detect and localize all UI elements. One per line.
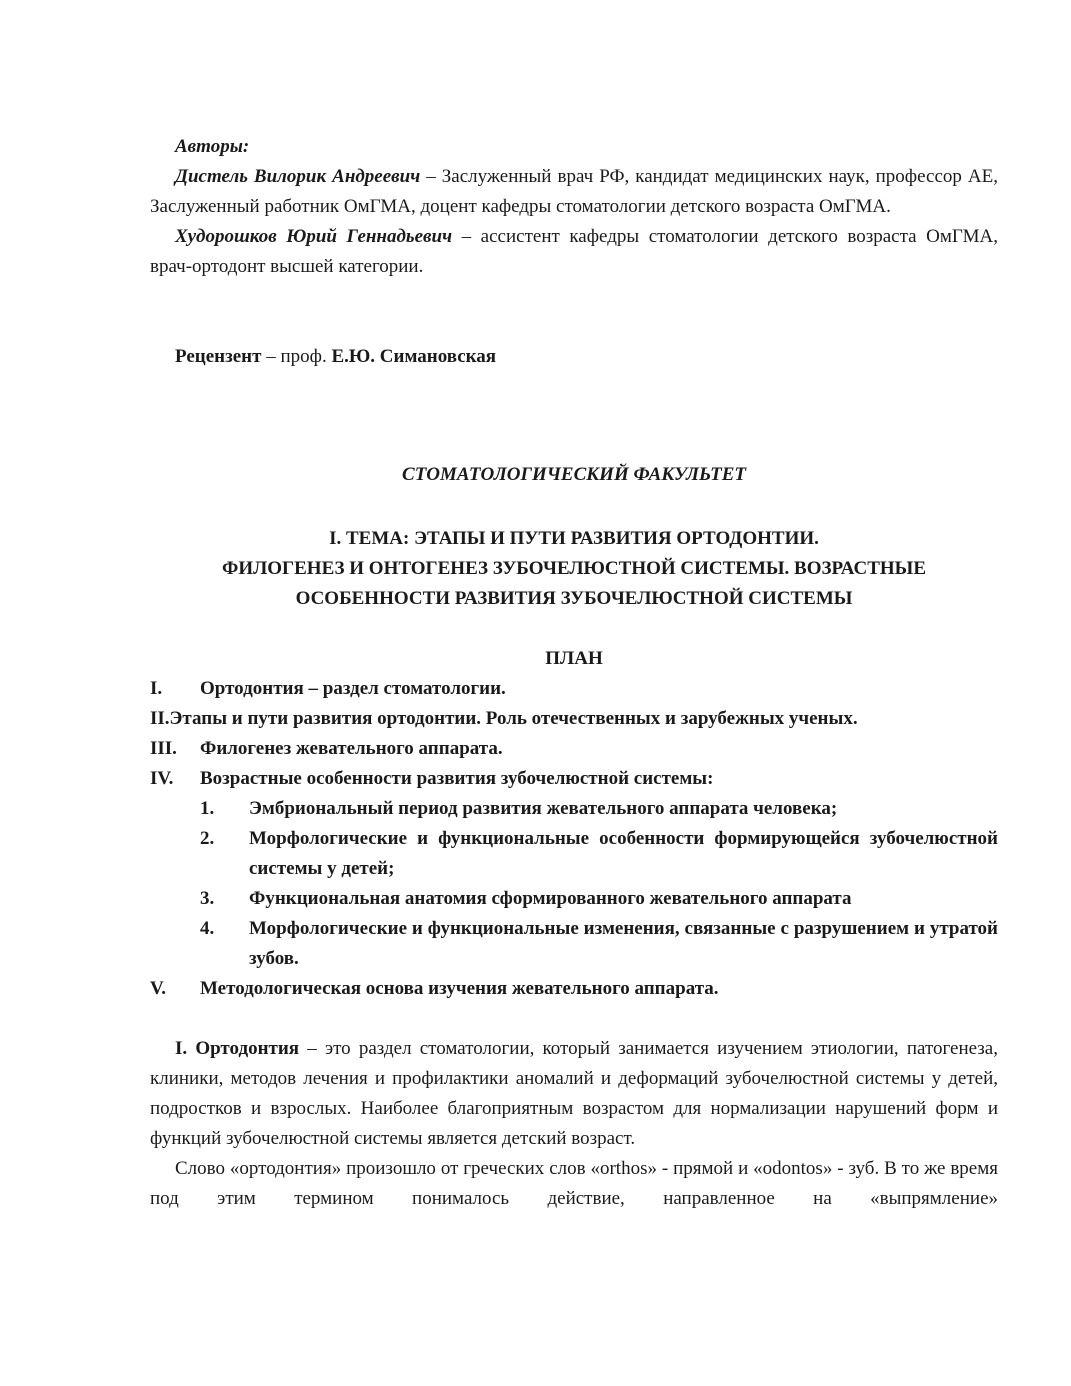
plan-item-4 bbox=[150, 764, 998, 794]
plan-subitem-text: Функциональная анатомия сформированного жевательного аппарата bbox=[249, 888, 852, 909]
reviewer-label: Рецензент bbox=[175, 346, 262, 367]
plan-item-text: Филогенез жевательного аппарата. bbox=[200, 738, 503, 759]
plan-item-5 bbox=[150, 974, 998, 1004]
reviewer-name: Е.Ю. Симановская bbox=[331, 346, 497, 367]
author1-description: – Заслуженный врач РФ, кандидат медицинских наук, профессор АЕ, Заслуженный работник ОмГМА, доцент кафедры стоматологии детского возраста ОмГМА. bbox=[150, 166, 998, 217]
author2-paragraph bbox=[150, 222, 998, 282]
body-paragraph-1-text: – это раздел стоматологии, который занимается изучением этиологии, патогенеза, клиники, методов лечения и профилактики аномалий и деформаций зубочелюстной системы у детей, подростков и взрослых. Наиболее благоприятным возрастом для нормализации нарушений форм и функций зубочелюстной системы является детский возраст. bbox=[150, 1038, 998, 1149]
author1-paragraph bbox=[150, 162, 998, 222]
plan-item-number: IV. bbox=[150, 768, 174, 789]
plan-subitem-4 bbox=[150, 914, 998, 974]
plan-subitem-text: Морфологические и функциональные особенности формирующейся зубочелюстной системы у детей; bbox=[249, 828, 998, 879]
faculty-title: СТОМАТОЛОГИЧЕСКИЙ ФАКУЛЬТЕТ bbox=[402, 464, 746, 485]
author2-name: Худорошков Юрий Геннадьевич bbox=[175, 226, 453, 247]
body-paragraph-2 bbox=[150, 1154, 998, 1214]
body-paragraph-1-lead: I. Ортодонтия bbox=[175, 1038, 300, 1059]
author1-name: Дистель Вилорик Андреевич bbox=[175, 166, 421, 187]
plan-item-number: I. bbox=[150, 678, 163, 699]
theme-line-3: ОСОБЕННОСТИ РАЗВИТИЯ ЗУБОЧЕЛЮСТНОЙ СИСТЕМЫ bbox=[295, 588, 853, 609]
plan-subitem-3 bbox=[150, 884, 998, 914]
plan-item-3 bbox=[150, 734, 998, 764]
authors-heading-text: Авторы: bbox=[175, 136, 250, 157]
plan-item-text: Ортодонтия – раздел стоматологии. bbox=[200, 678, 506, 699]
author2-description: – ассистент кафедры стоматологии детского возраста ОмГМА, врач-ортодонт высшей категории. bbox=[150, 226, 998, 277]
plan-item-number: II. bbox=[150, 708, 170, 729]
plan-item-number: V. bbox=[150, 978, 167, 999]
plan-item-text: Этапы и пути развития ортодонтии. Роль отечественных и зарубежных ученых. bbox=[169, 708, 858, 729]
authors-heading bbox=[150, 132, 998, 162]
reviewer-line bbox=[150, 342, 998, 372]
plan-subitem-text: Морфологические и функциональные изменения, связанные с разрушением и утратой зубов. bbox=[249, 918, 998, 969]
plan-subitem-number: 1. bbox=[200, 798, 215, 819]
plan-item-number: III. bbox=[150, 738, 177, 759]
plan-list bbox=[150, 674, 998, 1004]
body-paragraph-1 bbox=[150, 1034, 998, 1154]
plan-subitem-1 bbox=[150, 794, 998, 824]
plan-subitem-number: 2. bbox=[200, 828, 215, 849]
plan-item-text: Возрастные особенности развития зубочелюстной системы: bbox=[200, 768, 714, 789]
theme-line-2: ФИЛОГЕНЕЗ И ОНТОГЕНЕЗ ЗУБОЧЕЛЮСТНОЙ СИСТЕМЫ. ВОЗРАСТНЫЕ bbox=[222, 558, 926, 579]
theme-line-1: I. ТЕМА: ЭТАПЫ И ПУТИ РАЗВИТИЯ ОРТОДОНТИИ. bbox=[329, 528, 819, 549]
plan-item-text: Методологическая основа изучения жевательного аппарата. bbox=[200, 978, 719, 999]
plan-title: ПЛАН bbox=[545, 648, 603, 669]
plan-subitem-number: 3. bbox=[200, 888, 215, 909]
plan-item-1 bbox=[150, 674, 998, 704]
plan-subitem-number: 4. bbox=[200, 918, 215, 939]
document-page bbox=[150, 132, 998, 1214]
reviewer-title: – проф. bbox=[261, 346, 332, 367]
plan-item-2 bbox=[150, 704, 998, 734]
plan-subitem-2 bbox=[150, 824, 998, 884]
body-paragraph-2-text: Слово «ортодонтия» произошло от греческих слов «orthos» - прямой и «odontos» - зуб. В то же время под этим термином понималось действие, направленное на «выпрямление» bbox=[150, 1158, 998, 1209]
theme-heading bbox=[150, 524, 998, 614]
plan-subitem-text: Эмбриональный период развития жевательного аппарата человека; bbox=[249, 798, 838, 819]
